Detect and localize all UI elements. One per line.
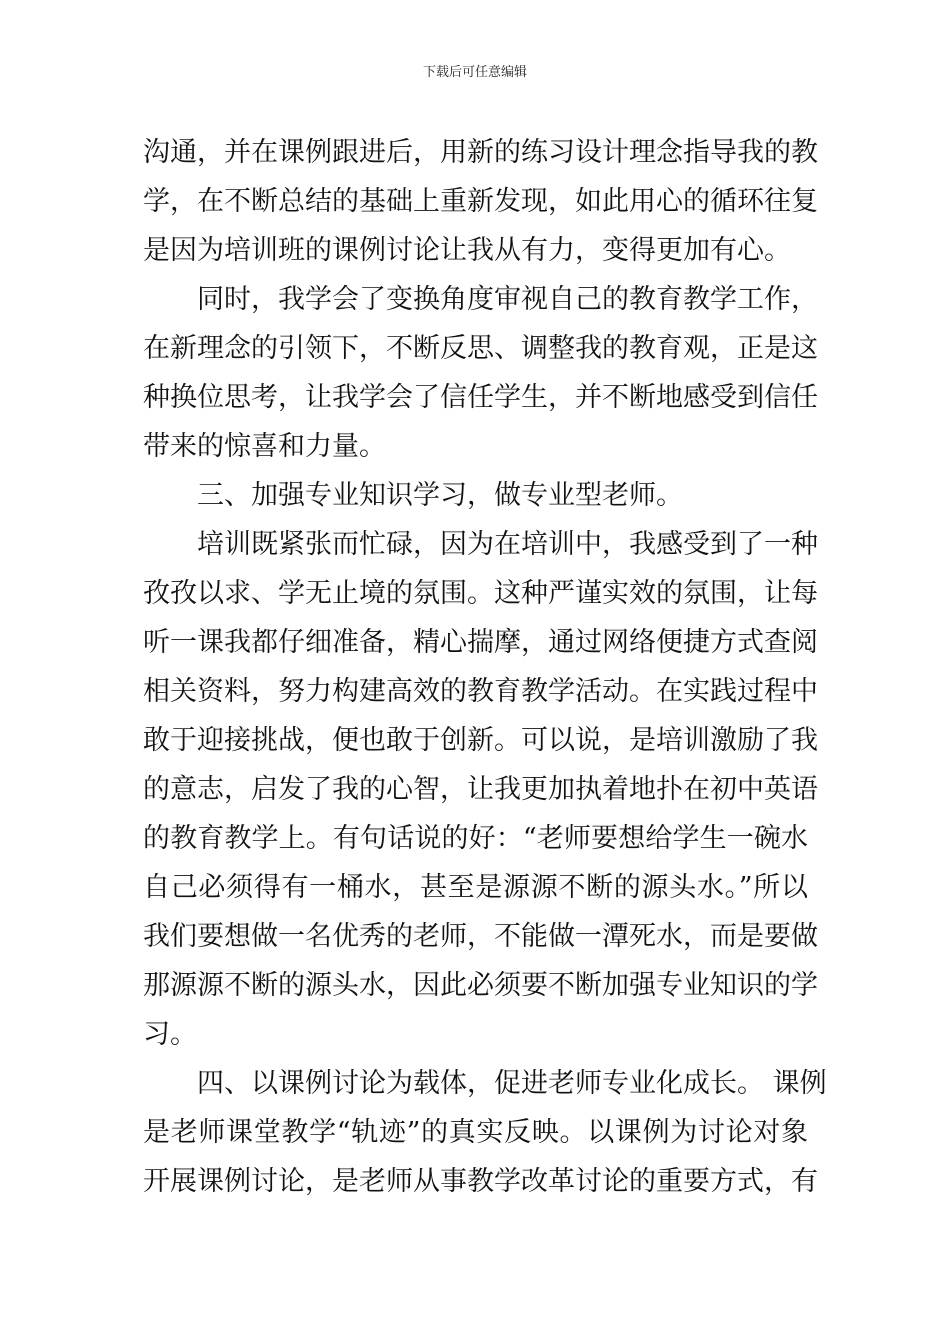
text-line: 听一课我都仔细准备，精心揣摩，通过网络便捷方式查阅 bbox=[143, 627, 818, 658]
text-line: 的意志，启发了我的心智，让我更加执着地扑在初中英语 bbox=[143, 774, 818, 805]
text-line: 那源源不断的源头水，因此必须要不断加强专业知识的学 bbox=[143, 970, 818, 1001]
text-line: 自己必须得有一桶水，甚至是源源不断的源头水。”所以 bbox=[143, 872, 808, 903]
text-line: 习。 bbox=[143, 1019, 197, 1050]
text-line: 开展课例讨论，是老师从事教学改革讨论的重要方式，有 bbox=[143, 1166, 818, 1197]
text-line: 在新理念的引领下，不断反思、调整我的教育观，正是这 bbox=[143, 333, 818, 364]
text-line: 带来的惊喜和力量。 bbox=[143, 431, 386, 462]
document-body bbox=[143, 128, 827, 1206]
text-line: 相关资料，努力构建高效的教育教学活动。在实践过程中 bbox=[143, 676, 818, 707]
text-line: 培训既紧张而忙碌，因为在培训中，我感受到了一种 bbox=[197, 529, 818, 560]
text-line: 孜孜以求、学无止境的氛围。这种严谨实效的氛围，让每 bbox=[143, 578, 818, 609]
text-line: 种换位思考，让我学会了信任学生，并不断地感受到信任 bbox=[143, 382, 818, 413]
text-line: 四、以课例讨论为载体，促进老师专业化成长。 课例 bbox=[197, 1068, 827, 1099]
text-line: 我们要想做一名优秀的老师，不能做一潭死水，而是要做 bbox=[143, 921, 818, 952]
text-line: 学，在不断总结的基础上重新发现，如此用心的循环往复 bbox=[143, 186, 818, 217]
text-line: 沟通，并在课例跟进后，用新的练习设计理念指导我的教 bbox=[143, 137, 818, 168]
text-line: 是因为培训班的课例讨论让我从有力，变得更加有心。 bbox=[143, 235, 791, 266]
text-line: 的教育教学上。有句话说的好：“老师要想给学生一碗水 bbox=[143, 823, 808, 854]
section-heading: 三、加强专业知识学习，做专业型老师。 bbox=[197, 480, 683, 511]
text-line: 是老师课堂教学“轨迹”的真实反映。以课例为讨论对象 bbox=[143, 1117, 808, 1148]
page-header: 下载后可任意编辑 bbox=[422, 65, 527, 80]
text-line: 敢于迎接挑战，便也敢于创新。可以说，是培训激励了我 bbox=[143, 725, 818, 756]
text-line: 同时，我学会了变换角度审视自己的教育教学工作， bbox=[197, 284, 818, 315]
